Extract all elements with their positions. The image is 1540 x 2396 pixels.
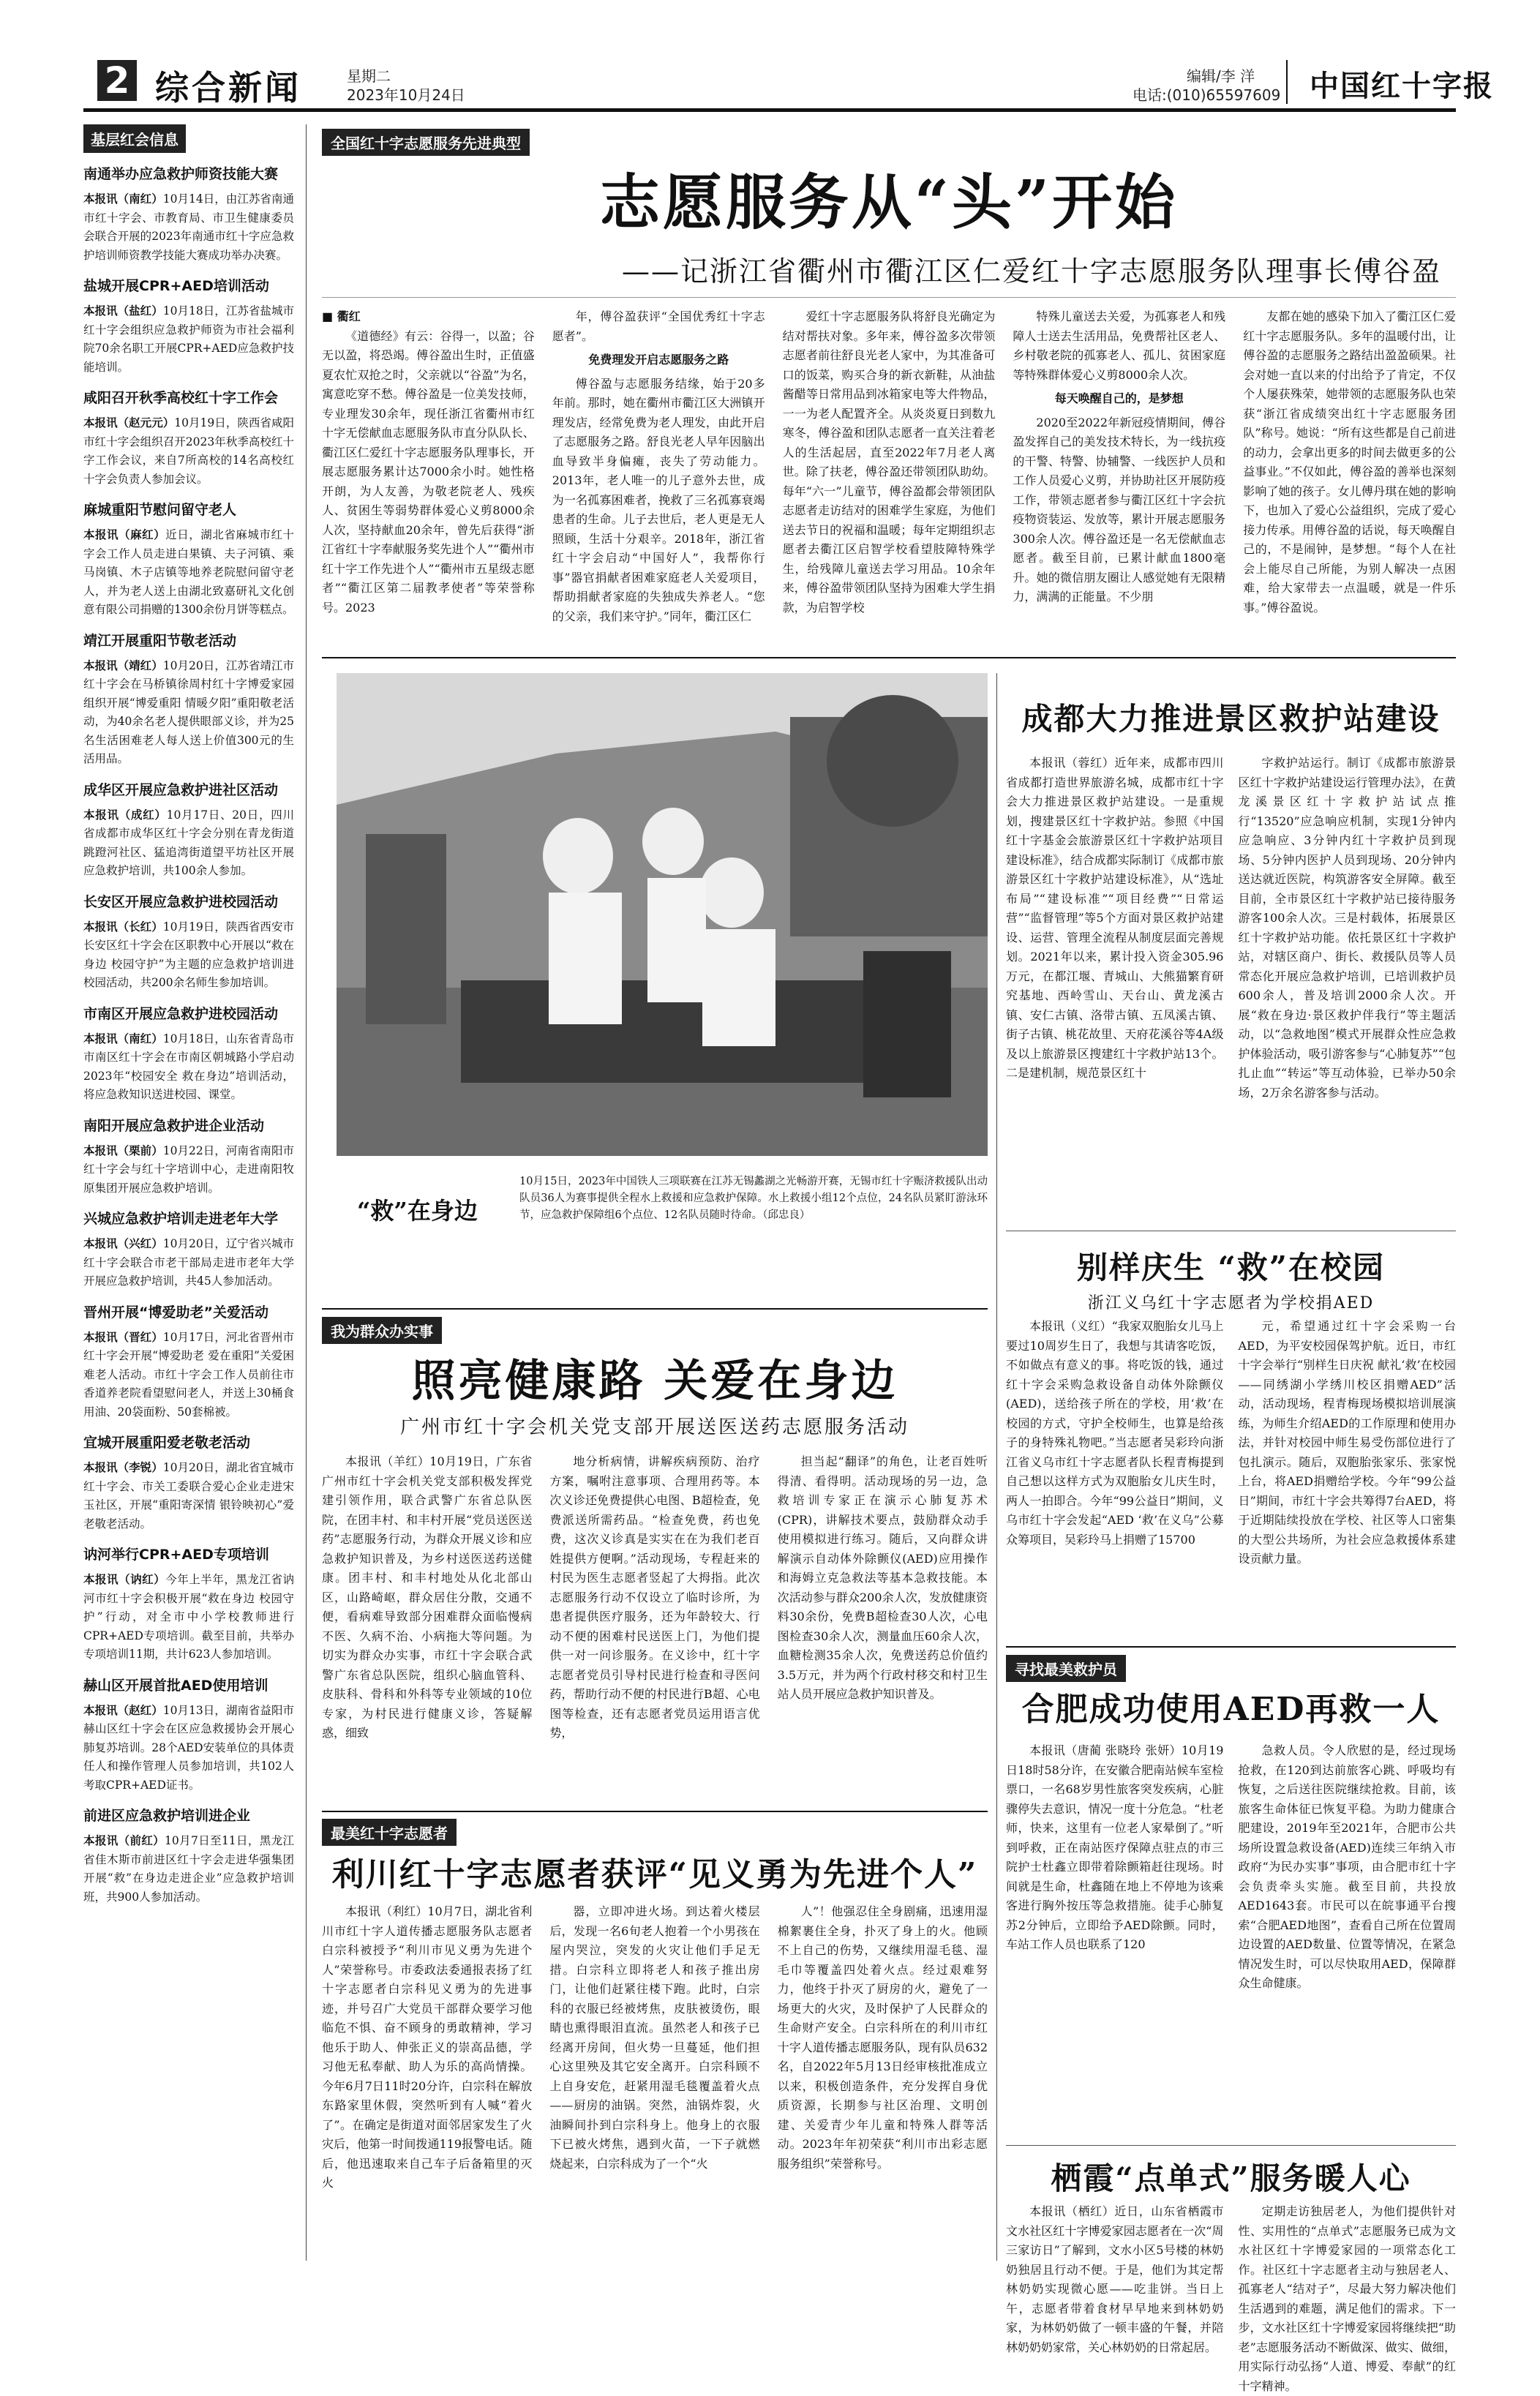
- news-photo: [337, 673, 988, 1156]
- feature-paragraph: 《道德经》有云：谷得一，以盈；谷无以盈，将恐竭。傅谷盈出生时，正值盛夏农忙双抢之时，父亲就以“谷盈”为名，寓意吃穿不愁。傅谷盈是一位美发技师，专业理发30余年，现任浙江省衢州市红十字无偿献血志愿服务队市直分队队长、衢江区仁爱红十字志愿服务队理事长，开展志愿服务累计达7000余小时。她性格开朗，为人友善，为敬老院老人、残疾人、贫困生等弱势群体爱心义剪8000余人次，坚持献血20余年，曾先后获得“浙江省红十字奉献服务奖先进个人”“衢州市红十字工作先进个人”“衢州市五星级志愿者”“衢江区第二届教孝使者”等荣誉称号。2023: [322, 328, 535, 615]
- header-divider: [1286, 60, 1288, 104]
- brief-body: [83, 1831, 294, 1907]
- brief-body: [83, 189, 294, 265]
- school-col-2: [1239, 1317, 1457, 1631]
- brief-item: [83, 1432, 294, 1533]
- brief-body: [83, 525, 294, 620]
- brief-title: 市南区开展应急救护进校园活动: [83, 1005, 279, 1022]
- column-divider: [996, 673, 997, 2261]
- brief-dateline: 本报讯（成红）: [83, 807, 167, 822]
- lichuan-paragraph: 本报讯（利红）10月7日，湖北省利川市红十字人道传播志愿服务队志愿者白宗科被授予“利川市见义勇为先进个人”荣誉称号。市委政法委通报表扬了红十字志愿者白宗科见义勇为的先进事迹，并号召广大党员干部群众要学习他临危不惧、奋不顾身的勇敢精神，学习他乐于助人、伸张正义的崇高品德，学习他无私奉献、助人为乐的高尚情操。今年6月7日11时20分许，白宗科在解放东路家里休假，突然听到有人喊“着火了”。在确定是街道对面邻居家发生了火灾后，他第一时间拨通119报警电话。随后，他迅速取来自己车子后备箱里的灭火: [322, 1904, 533, 2190]
- page-number: 2: [97, 60, 137, 101]
- lichuan-col-1: [322, 1902, 532, 2253]
- photo-caption-text: 10月15日，2023年中国铁人三项联赛在江苏无锡蠡湖之光畅游开赛，无锡市红十字赈济救援队出动队员36人为赛事提供全程水上救援和应急救护保障。水上救援小组12个点位，24名队员紧盯游泳环节，应急救护保障组6个点位、12名队员随时待命。: [519, 1176, 988, 1221]
- chengdu-paragraph: 本报讯（蓉红）近年来，成都市四川省成都打造世界旅游名城，成都市红十字会大力推进景区救护站建设。一是重规划，搜建景区红十字救护站。参照《中国红十字基金会旅游景区红十字救护站项目建设标准》，结合成都实际制订《成都市旅游景区红十字救护站建设标准》，从“选址布局”“建设标准”“项目经费”“日常运营”“监督管理”等5个方面对景区救护站建设、运营、管理全流程从制度层面完善规划。2021年以来，累计投入资金305.96万元，在都江堰、青城山、大熊猫繁育研究基地、西岭雪山、天台山、黄龙溪古镇、安仁古镇、洛带古镇、五凤溪古镇、街子古镇、桃花故里、天府花溪谷等4A级及以上旅游景区搜建红十字救护站13个。二是建机制，规范景区红十: [1006, 756, 1224, 1080]
- guangzhou-paragraph: 本报讯（羊红）10月19日，广东省广州市红十字会机关党支部积极发挥党建引领作用，联合武警广东省总队医院，在团丰村、和丰村开展“党员送医送药”志愿服务行动，为群众开展义诊和应急救护知识普及，为乡村送医送药送健康。团丰村、和丰村地处从化北部山区，山路崎岖，群众居住分散，交通不便，看病难导致部分困难群众面临慢病不医、久病不治、小病拖大等问题。为切实为群众办实事，市红十字会联合武警广东省总队医院，组织心脑血管科、皮肤科、骨科和外科等专业领域的10位专家，为村民进行健康义诊，答疑解惑，细致: [322, 1454, 533, 1740]
- feature-paragraph: 友都在她的感染下加入了衢江区仁爱红十字志愿服务队。多年的温暖付出，让傅谷盈的志愿服务之路结出盈盈硕果。社会对她一直以来的付出给予了肯定，不仅个人屡获殊荣，她带领的志愿服务队也荣获“浙江省成绩突出红十字志愿服务团队”称号。她说：“所有这些都是自己前进的动力，会拿出更多的时间去做更多的公益事业。”不仅如此，傅谷盈的善举也深刻影响了她的孩子。女儿傅丹琪在她的影响下，也加入了爱心公益组织，完成了爱心接力传承。用傅谷盈的话说，每天唤醒自己的，不是闹钟，是梦想。“每个人在社会上能尽自己所能，为别人解决一点困难，给大家带去一点温暖，就是一件乐事。”傅谷盈说。: [1243, 309, 1456, 615]
- hefei-col-1: [1006, 1741, 1224, 2136]
- hefei-col-2: [1239, 1741, 1457, 2136]
- brief-body: [83, 301, 294, 377]
- brief-dateline: 本报讯（前红）: [83, 1833, 165, 1847]
- brief-title: 咸阳召开秋季高校红十字工作会: [83, 390, 279, 406]
- brief-dateline: 本报讯（长红）: [83, 919, 163, 934]
- lichuan-body: [322, 1902, 988, 2253]
- brief-body: [83, 1570, 294, 1664]
- feature-paragraph: 2020至2022年新冠疫情期间，傅谷盈发挥自己的美发技术特长，为一线抗疫的干警、特警、协辅警、一线医护人员和工作人员爱心义剪，并协助社区开展防疫工作，带领志愿者参与衢江区红十字会抗疫物资装运、发放等，累计开展志愿服务300余人次。傅谷盈还是一名无偿献血志愿者。截至目前，已累计献血1800毫升。她的微信朋友圈让人感觉她有无限精力，满满的正能量。不少朋: [1013, 415, 1226, 604]
- briefs-list: [83, 163, 294, 1907]
- lichuan-col-3: [778, 1902, 988, 2253]
- feature-paragraph: 年，傅谷盈获评“全国优秀红十字志愿者”。: [552, 309, 765, 343]
- school-subhead: 浙江义乌红十字志愿者为学校捐AED: [1087, 1294, 1375, 1312]
- brief-item: [83, 779, 294, 881]
- brief-text: 10月22日，河南省南阳市红十字会与红十字培训中心，走进南阳牧原集团开展应急救护培训。: [83, 1143, 294, 1195]
- lichuan-col-2: [549, 1902, 759, 2253]
- brief-text: 10月14日，由江苏省南通市红十字会、市教育局、市卫生健康委员会联合开展的2023年南通市红十字应急救护培训师资教学技能大赛成功举办决赛。: [83, 192, 294, 262]
- brief-text: 10月20日，江苏省靖江市红十字会在马桥镇徐周村红十字博爱家园组织开展“博爱重阳 情暖夕阳”重阳敬老活动，为40余名老人提供眼部义诊，并为25名生活困难老人每人送上价值300元的生活用品。: [83, 658, 294, 765]
- school-paragraph: 元，希望通过红十字会采购一台AED，为平安校园保驾护航。近日，市红十字会举行“别样生日庆祝 献礼‘救’在校园——同绣湖小学绣川校区捐赠AED”活动，活动现场，程青梅现场模拟培训展演练，为师生介绍AED的工作原理和使用办法，并针对校园中师生易受伤部位进行了包扎演示。随后，双胞胎张家乐、张家悦上台，将AED捐赠给学校。今年“99公益日”期间，市红十字会共筹得7台AED，将于近期陆续投放在学校、社区等人口密集的大型公共场所，为社会应急救援体系建设贡献力量。: [1238, 1319, 1456, 1566]
- brief-dateline: 本报讯（兴红）: [83, 1236, 163, 1250]
- brief-dateline: 本报讯（盐红）: [83, 304, 163, 318]
- brief-title: 成华区开展应急救护进社区活动: [83, 781, 279, 798]
- phone: 电话:(010)65597609: [1133, 86, 1281, 104]
- brief-dateline: 本报讯（麻红）: [83, 527, 166, 541]
- lichuan-headline: 利川红十字志愿者获评“见义勇为先进个人”: [331, 1856, 978, 1893]
- brief-item: [83, 1805, 294, 1907]
- brief-text: 10月18日，江苏省盐城市红十字会组织应急救护师资为市社会福利院70余名职工开展CPR+AED应急救护技能培训。: [83, 304, 294, 374]
- brief-title: 南通举办应急救护师资技能大赛: [83, 166, 279, 182]
- qixia-headline: 栖霞“点单式”服务暖人心: [1051, 2160, 1411, 2196]
- brief-text: 10月19日，陕西省咸阳市红十字会组织召开2023年秋季高校红十字工作会议，来自7所高校的14名高校红十字会负责人参加会议。: [83, 416, 294, 486]
- lichuan-tag: 最美红十字志愿者: [322, 1819, 457, 1846]
- brief-text: 10月17日、20日，四川省成都市成华区红十字会分别在青龙街道跳蹬河社区、猛追湾街道望平坊社区开展应急救护培训，共100余人参加。: [83, 808, 294, 877]
- brief-dateline: 本报讯（栗前）: [83, 1143, 163, 1157]
- brief-item: [83, 1115, 294, 1198]
- brief-body: [83, 413, 294, 489]
- brief-title: 长安区开展应急救护进校园活动: [83, 893, 279, 910]
- hefei-paragraph: 本报讯（唐蔺 张晓玲 张妍）10月19日18时58分许，在安徽合肥南站候车室检票口，一名68岁男性旅客突发疾病，心脏骤停失去意识，情况一度十分危急。“杜老师，快来，这里有一位老人家晕倒了。”听到呼救，正在南站医疗保障点驻点的市三院护士杜鑫立即带着除颤箱赶往现场。时间就是生命，杜鑫随在地上不停地为该乘客进行胸外按压等急救措施。徒手心肺复苏2分钟后，立即给予AED除颤。同时，车站工作人员也联系了120: [1006, 1743, 1224, 1951]
- feature-rule: [322, 297, 1456, 298]
- brief-title: 晋州开展“博爱助老”关爱活动: [83, 1304, 268, 1321]
- brief-text: 今年上半年，黑龙江省讷河市红十字会积极开展“救在身边 校园守护”行动，对全市中小学校教师进行CPR+AED专项培训。截至目前，共举办专项培训11期，共计623人参加培训。: [83, 1573, 294, 1661]
- hefei-paragraph: 急救人员。令人欣慰的是，经过现场抢救，在120到达前旅客心跳、呼吸均有恢复，之后送往医院继续抢救。目前，该旅客生命体征已恢复平稳。为助力健康合肥建设，2019年至2021年，合肥市公共场所设置急救设备(AED)连续三年纳入市政府“为民办实事”事项，由合肥市红十字会负责牵头实施。截至目前，共投放AED1643套。市民可以在皖事通平台搜索“合肥AED地图”，查看自己所在位置周边设置的AED数量、位置等情况，在紧急情况发生时，可以尽快取用AED，保障群众生命健康。: [1238, 1743, 1456, 1990]
- brief-body: [83, 805, 294, 881]
- feature-headline: 志愿服务从“头”开始: [599, 168, 1179, 238]
- column-divider: [306, 124, 307, 2261]
- brief-dateline: 本报讯（赵元元）: [83, 416, 175, 429]
- qixia-body: [1006, 2202, 1456, 2393]
- feature-paragraph: 爱红十字志愿服务队将舒良光确定为结对帮扶对象。多年来，傅谷盈多次带领志愿者前往舒良光老人家中，为其准备可口的饭菜，购买合身的新衣新鞋，从油盐酱醋等日常用品到冰箱家电等大件物品，一一为老人配置齐全。从炎炎夏日到数九寒冬，傅谷盈和团队志愿者一直关注着老人的生活起居，直至2022年7月老人离世。除了扶老，傅谷盈还带领团队助幼。每年“六一”儿童节，傅谷盈都会带领团队志愿者走访结对的困难学生家庭，为他们送去节日的祝福和温暖；每年定期组织志愿者去衢江区启智学校看望肢障特殊学生，给残障儿童送去学习用品。10余年来，傅谷盈带领团队坚持为困难大学生捐款，为启智学校: [782, 309, 996, 615]
- issue-date: 2023年10月24日: [347, 86, 465, 104]
- brief-text: 10月19日，陕西省西安市长安区红十字会在区职教中心开展以“救在身边 校园守护”为主题的应急救护培训进校园活动，共200余名师生参加培训。: [83, 920, 294, 989]
- photo-label: “救”在身边: [357, 1197, 478, 1225]
- section-title: 综合新闻: [155, 68, 301, 108]
- feature-body: [322, 307, 1456, 651]
- brief-item: [83, 1208, 294, 1291]
- chengdu-col-1: [1006, 754, 1224, 1222]
- brief-dateline: 本报讯（靖红）: [83, 658, 163, 672]
- brief-item: [83, 891, 294, 993]
- briefs-column: [83, 124, 294, 2261]
- header-rule: [83, 108, 1456, 112]
- feature-col-2: [552, 307, 765, 651]
- section-rule: [322, 657, 1456, 658]
- feature-col-5: [1243, 307, 1456, 651]
- feature-col-3: [783, 307, 996, 651]
- lichuan-paragraph: 人”！他强忍住全身剧痛，迅速用湿棉絮裹住全身，扑灭了身上的火。他顾不上自己的伤势，又继续用湿毛毯、湿毛巾等覆盖四处着火点。经过艰难努力，他终于扑灭了厨房的火，避免了一场更大的火灾，及时保护了人民群众的生命财产安全。白宗科所在的利川市红十字人道传播志愿服务队，现有队员632名，自2022年5月13日经审核批准成立以来，积极创造条件，充分发挥自身优质资源，长期参与社区治理、文明创建、关爱青少年儿童和特殊人群等活动。2023年年初荣获“利川市出彩志愿服务组织”荣誉称号。: [777, 1904, 988, 2171]
- brief-dateline: 本报讯（晋红）: [83, 1329, 163, 1344]
- photo-caption: [519, 1173, 988, 1224]
- brief-title: 盐城开展CPR+AED培训活动: [83, 278, 269, 294]
- section-rule: [322, 1308, 988, 1310]
- hefei-tag: 寻找最美救护员: [1006, 1655, 1126, 1682]
- brief-item: [83, 387, 294, 489]
- guangzhou-headline: 照亮健康路 关爱在身边: [411, 1356, 898, 1407]
- feature-col-1: [322, 307, 535, 651]
- brief-dateline: 本报讯（讷红）: [83, 1572, 166, 1586]
- school-col-1: [1006, 1317, 1224, 1631]
- brief-body: [83, 917, 294, 993]
- brief-title: 讷河举行CPR+AED专项培训: [83, 1547, 269, 1563]
- hefei-headline: 合肥成功使用AED再救一人: [1021, 1691, 1441, 1728]
- feature-subhead: ——记浙江省衢州市衢江区仁爱红十字志愿服务队理事长傅谷盈: [621, 255, 1441, 288]
- brief-item: [83, 630, 294, 769]
- brief-text: 10月7日至11日，黑龙江省佳木斯市前进区红十字会走进华强集团开展“救”在身边走进企业”应急救护培训班，共900人参加活动。: [83, 1834, 294, 1904]
- brief-text: 10月13日，湖南省益阳市赫山区红十字会在区应急救援协会开展心肺复苏培训。28个AED安装单位的具体责任人和操作管理人员参加培训，共102人考取CPR+AED证书。: [83, 1703, 294, 1792]
- feature-byline: ■ 衢红: [322, 309, 361, 323]
- chengdu-paragraph: 字救护站运行。制订《成都市旅游景区红十字救护站建设运行管理办法》，在黄龙溪景区红十字救护站试点推行“13520”应急响应机制，实现1分钟内应急响应、3分钟内红十字救护员到现场、5分钟内医护人员到现场、20分钟内送达就近医院，构筑游客安全屏障。截至目前，全市景区红十字救护站已接待服务游客100余人次。三是村载体，拓展景区红十字救护站功能。依托景区红十字救护站，对辖区商户、街长、救援队员等人员常态化开展应急救护培训，已培训救护员600余人，普及培训2000余人次。开展“救在身边·景区救护伴我行”等主题活动，以“急救地图”模式开展群众性应急救护体验活动，吸引游客参与“心肺复苏”“包扎止血”“转运”等互动体验，已举办50余场，2万余名游客参与活动。: [1238, 756, 1456, 1100]
- qixia-col-1: [1006, 2202, 1224, 2396]
- brief-title: 靖江开展重阳节敬老活动: [83, 632, 237, 649]
- lichuan-paragraph: 器，立即冲进火场。到达着火楼层后，发现一名6旬老人抱着一个小男孩在屋内哭泣，突发的火灾让他们手足无措。白宗科立即将老人和孩子推出房门，让他们赶紧往楼下跑。此时，白宗科的衣服已经被烤焦，皮肤被烫伤，眼睛也熏得眼泪直流。虽然老人和孩子已经离开房间，但火势一旦蔓延，他们担心这里殃及其它安全离开。白宗科顾不上自身安危，赶紧用湿毛毯覆盖着火点——厨房的油锅。突然，油锅炸裂，火油瞬间扑到白宗科身上。他身上的衣服下已被火烤焦，遇到火苗，一下子就燃烧起来，白宗科成为了一个“火: [549, 1904, 760, 2171]
- rescue-tent-photo: [337, 673, 988, 1156]
- guangzhou-col-2: [549, 1452, 759, 1796]
- brief-title: 前进区应急救护培训进企业: [83, 1808, 251, 1824]
- brief-dateline: 本报讯（南红）: [83, 192, 163, 206]
- brief-body: [83, 656, 294, 769]
- brief-body: [83, 1458, 294, 1533]
- brief-item: [83, 1544, 294, 1664]
- school-paragraph: 本报讯（义红）“我家双胞胎女儿马上要过10周岁生日了，我想与其请客吃饭，不如做点有意义的事。将吃饭的钱，通过红十字会采购急救设备自动体外除颤仪(AED)，送给孩子所在的学校，用‘救’在校园的方式，守护全校师生，也算是给孩子的身特殊礼物吧。”当志愿者吴彩玲向浙江省义乌市红十字志愿者队长程青梅提到自己想以这样方式为双胞胎女儿庆生时，两人一拍即合。今年“99公益日”期间，义乌市红十字会发起“AED ‘救’在义乌”公募众筹项目，吴彩玲马上捐赠了15700: [1006, 1319, 1224, 1547]
- brief-title: 宜城开展重阳爱老敬老活动: [83, 1435, 251, 1451]
- guangzhou-body: [322, 1452, 988, 1796]
- guangzhou-paragraph: 地分析病情，讲解疾病预防、治疗方案，嘱咐注意事项、合理用药等。本次义诊还免费提供心电图、B超检查，免费派送所需药品。“检查免费，药也免费，这次义诊真是实实在在为我们老百姓提供方便啊。”活动现场，专程赶来的村民为医生志愿者竖起了大拇指。此次志愿服务行动不仅设立了临时诊所，为患者提供医疗服务，还为年龄较大、行动不便的困难村民送医上门，为他们提供一对一问诊服务。在义诊中，红十字志愿者党员引导村民进行检查和寻医问药，帮助行动不便的村民进行B超、心电图等检查，还有志愿者党员运用语言优势，: [549, 1454, 760, 1740]
- brief-item: [83, 1675, 294, 1795]
- brief-text: 10月17日，河北省晋州市红十字会开展“博爱助老 爱在重阳”关爱困难老人活动。市红十字会工作人员前往市香道养老院看望慰问老人，并送上30桶食用油、20袋面粉、50套棉被。: [83, 1330, 294, 1419]
- section-rule: [322, 1811, 988, 1812]
- brief-item: [83, 163, 294, 265]
- guangzhou-subhead: 广州市红十字会机关党支部开展送医送药志愿服务活动: [399, 1416, 909, 1438]
- brief-dateline: 本报讯（南红）: [83, 1031, 163, 1045]
- paper-name: 中国红十字报: [1310, 69, 1494, 103]
- brief-item: [83, 1302, 294, 1422]
- brief-item: [83, 275, 294, 377]
- guangzhou-paragraph: 担当起“翻译”的角色，让老百姓听得清、看得明。活动现场的另一边，急救培训专家正在演示心肺复苏术(CPR)，讲解技术要点，鼓励群众动手使用模拟进行练习。随后，又向群众讲解演示自动体外除颤仪(AED)应用操作和海姆立克急救法等基本急救技能。本次活动参与群众200余人次，发放健康资料30余份，免费B超检查30人次，心电图检查30余人次，测量血压60余人次，血糖检测35余人次，免费送药总价值约3.5万元，并为两个行政村移交和村卫生站人员开展应急救护知识普及。: [777, 1454, 988, 1701]
- photo-credit: （邱忠良）: [762, 1209, 811, 1221]
- feature-paragraph: 傅谷盈与志愿服务结缘，始于20多年前。那时，她在衢州市衢江区大洲镇开理发店，经常免费为老人理发，由此开启了志愿服务之路。舒良光老人早年因脑出血导致半身偏瘫，丧失了劳动能力。2013年，老人唯一的儿子意外去世，成为一名孤寡困难者，挽救了三名孤寡衰竭患者的生命。儿子去世后，老人更是无人照顾，生活十分艰辛。2018年，浙江省红十字会启动“中国好人”，我帮你行事”器官捐献者困难家庭老人关爱项目，帮助捐献者家庭的失独成失养老人。“您的父亲，我们来守护。”同年，衢江区仁: [552, 376, 765, 623]
- brief-title: 南阳开展应急救护进企业活动: [83, 1117, 265, 1134]
- section-rule: [1006, 1646, 1456, 1648]
- brief-body: [83, 1141, 294, 1198]
- brief-body: [83, 1029, 294, 1105]
- brief-item: [83, 1003, 294, 1105]
- brief-text: 10月18日，山东省青岛市市南区红十字会在市南区朝城路小学启动2023年“校园安全 救在身边”培训活动，将应急救知识送进校园、课堂。: [83, 1032, 294, 1101]
- brief-text: 近日，湖北省麻城市红十字会工作人员走进白果镇、夫子河镇、乘马岗镇、木子店镇等地养老院慰问留守老人，并为老人送上由湖北致嘉研礼文化创意有限公司捐赠的1300余份月饼等糕点。: [83, 528, 294, 616]
- brief-title: 麻城重阳节慰问留守老人: [83, 502, 237, 518]
- weekday: 星期二: [347, 67, 391, 85]
- brief-dateline: 本报讯（赵红）: [83, 1702, 163, 1717]
- feature-subheading: 每天唤醒自己的，是梦想: [1054, 391, 1184, 405]
- brief-item: [83, 499, 294, 620]
- brief-body: [83, 1234, 294, 1291]
- brief-text: 10月20日，辽宁省兴城市红十字会联合市老干部局走进市老年大学开展应急救护培训，共45人参加活动。: [83, 1237, 294, 1288]
- school-headline: 别样庆生 “救”在校园: [1077, 1250, 1385, 1285]
- chengdu-col-2: [1239, 754, 1457, 1222]
- qixia-col-2: [1239, 2202, 1457, 2396]
- guangzhou-col-3: [778, 1452, 988, 1796]
- brief-title: 兴城应急救护培训走进老年大学: [83, 1211, 279, 1227]
- chengdu-body: [1006, 754, 1456, 1222]
- feature-tag: 全国红十字志愿服务先进典型: [322, 129, 530, 156]
- brief-text: 10月20日，湖北省宜城市红十字会、市关工委联合爱心企业走进宋玉社区，开展“重阳寄深情 银铃映初心”爱老敬老活动。: [83, 1461, 294, 1531]
- guangzhou-tag: 我为群众办实事: [322, 1317, 442, 1344]
- qixia-paragraph: 定期走访独居老人，为他们提供针对性、实用性的“点单式”志愿服务已成为文水社区红十字博爱家园的一项常态化工作。社区红十字志愿者主动与独居老人、孤寡老人“结对子”，尽最大努力解决他们生活遇到的难题，满足他们的需求。下一步，文水社区红十字博爱家园将继续把“助老”志愿服务活动不断做深、做实、做细，用实际行动弘扬“人道、博爱、奉献”的红十字精神。: [1238, 2204, 1456, 2393]
- article-rule: [1006, 2145, 1456, 2146]
- brief-title: 赫山区开展首批AED使用培训: [83, 1677, 268, 1694]
- chengdu-headline: 成都大力推进景区救护站建设: [1021, 701, 1441, 737]
- qixia-paragraph: 本报讯（栖红）近日，山东省栖霞市文水社区红十字博爱家园志愿者在一次“周三家访日”了解到，文水小区5号楼的林奶奶独居且行动不便。于是，他们为其定帮林奶奶实现微心愿——吃韭饼。当日上午，志愿者带着食材早早地来到林奶奶家，为林奶奶做了一顿丰盛的午餐，并陪林奶奶奶家常，关心林奶奶的日常起居。: [1006, 2204, 1224, 2354]
- school-body: [1006, 1317, 1456, 1631]
- briefs-column-title: 基层红会信息: [83, 124, 186, 153]
- hefei-body: [1006, 1741, 1456, 2136]
- feature-subheading: 免费理发开启志愿服务之路: [588, 353, 729, 367]
- feature-paragraph: 特殊儿童送去关爱，为孤寡老人和残障人士送去生活用品，免费帮社区老人、乡村敬老院的孤寡老人、孤儿、贫困家庭等特殊群体爱心义剪8000余人次。: [1013, 309, 1226, 382]
- editor: 编辑/李 洋: [1187, 67, 1255, 85]
- feature-col-4: [1013, 307, 1225, 651]
- guangzhou-col-1: [322, 1452, 532, 1796]
- brief-body: [83, 1328, 294, 1422]
- brief-dateline: 本报讯（李锐）: [83, 1460, 163, 1474]
- brief-body: [83, 1701, 294, 1795]
